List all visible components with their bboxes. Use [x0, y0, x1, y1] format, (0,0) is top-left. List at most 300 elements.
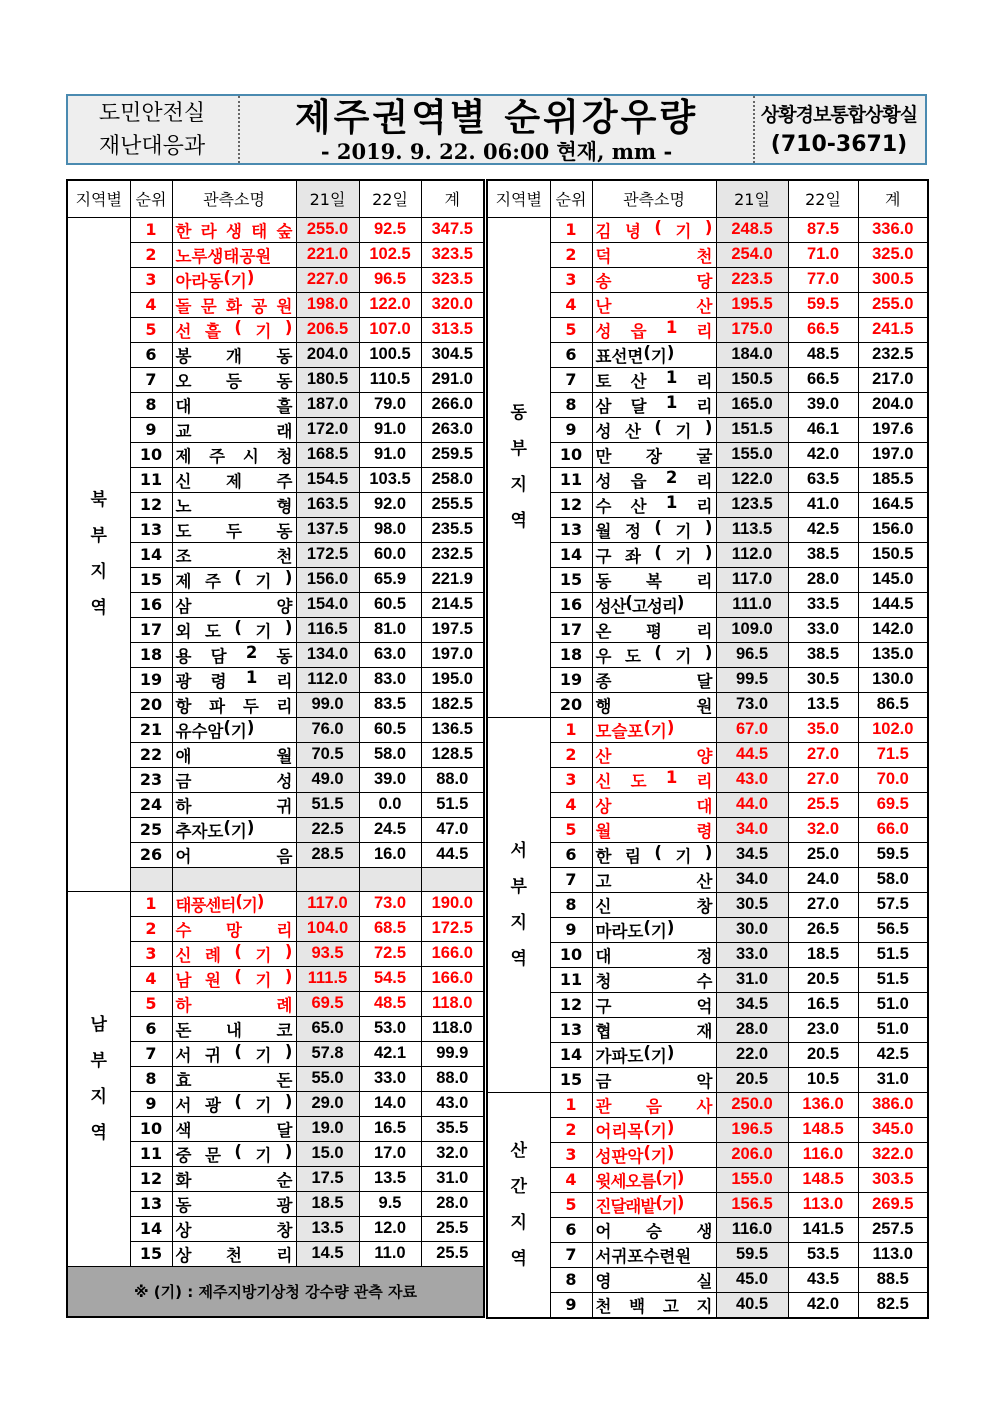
rank-cell: 18: [550, 642, 592, 667]
rainfall-21: 198.0: [296, 292, 359, 317]
rainfall-total: 128.5: [421, 742, 484, 767]
table-row: [67, 1066, 484, 1091]
department-line2: 재난대응과: [98, 133, 206, 159]
rainfall-total: 217.0: [858, 367, 928, 392]
station-name: 모 슬 포 ( 기 ): [592, 717, 716, 742]
rainfall-21: 18.5: [296, 1191, 359, 1216]
table-row: [67, 1241, 484, 1266]
rank-cell: 8: [130, 392, 172, 417]
rank-cell: 26: [130, 842, 172, 867]
rainfall-total: 255.0: [858, 292, 928, 317]
station-name: 성 읍 1 리: [592, 317, 716, 342]
rainfall-22: 83.5: [359, 692, 421, 717]
rainfall-21: 17.5: [296, 1166, 359, 1191]
table-row: [67, 392, 484, 417]
table-row: [487, 442, 928, 467]
table-row: [67, 692, 484, 717]
table-row: [487, 842, 928, 867]
rank-cell: 20: [550, 692, 592, 717]
station-name: 어 승 생: [592, 1217, 716, 1242]
table-row: [487, 742, 928, 767]
rank-cell: 7: [550, 1242, 592, 1267]
rainfall-21: 168.5: [296, 442, 359, 467]
rank-cell: 3: [550, 767, 592, 792]
table-row: [487, 767, 928, 792]
rainfall-22: 53.5: [788, 1242, 858, 1267]
rainfall-total: 31.0: [858, 1067, 928, 1092]
rank-cell: 5: [550, 1192, 592, 1217]
rainfall-total: 118.0: [421, 1016, 484, 1041]
rainfall-22: 66.5: [788, 317, 858, 342]
station-name: 서 광 ( 기 ): [172, 1091, 296, 1116]
rank-cell: 16: [550, 592, 592, 617]
rainfall-total: 59.5: [858, 842, 928, 867]
rainfall-21: 65.0: [296, 1016, 359, 1041]
rainfall-total: 232.5: [421, 542, 484, 567]
rainfall-total: 144.5: [858, 592, 928, 617]
station-name: 표 선 면 ( 기 ): [592, 342, 716, 367]
rank-cell: 6: [550, 1217, 592, 1242]
rainfall-21: 117.0: [716, 567, 788, 592]
rainfall-21: 204.0: [296, 342, 359, 367]
rainfall-22: 38.5: [788, 642, 858, 667]
rainfall-total: 166.0: [421, 941, 484, 966]
rainfall-total: 347.5: [421, 217, 484, 242]
rainfall-22: 16.0: [359, 842, 421, 867]
station-name: 산 양: [592, 742, 716, 767]
rank-cell: 5: [130, 991, 172, 1016]
rank-cell: 13: [550, 517, 592, 542]
rank-cell: 25: [130, 817, 172, 842]
rainfall-21: 165.0: [716, 392, 788, 417]
rainfall-22: 58.0: [359, 742, 421, 767]
rainfall-21: 33.0: [716, 942, 788, 967]
rainfall-total: 190.0: [421, 891, 484, 916]
rainfall-total: 195.0: [421, 667, 484, 692]
station-name: 난 산: [592, 292, 716, 317]
rainfall-21: 134.0: [296, 642, 359, 667]
station-name: 어 리 목 ( 기 ): [592, 1117, 716, 1142]
table-row: [487, 592, 928, 617]
rank-cell: 13: [130, 1191, 172, 1216]
rainfall-21: 137.5: [296, 517, 359, 542]
table-row: [487, 342, 928, 367]
station-name: 윗 세 오 름 ( 기 ): [592, 1167, 716, 1192]
table-row: [67, 916, 484, 941]
table-row: [487, 992, 928, 1017]
rainfall-22: 20.5: [788, 967, 858, 992]
rainfall-total: 325.0: [858, 242, 928, 267]
table-row: [67, 242, 484, 267]
column-header-day22: 22일: [359, 180, 421, 217]
station-name: 대 흘: [172, 392, 296, 417]
rank-cell: 11: [550, 467, 592, 492]
rainfall-22: 42.5: [788, 517, 858, 542]
rainfall-22: 63.5: [788, 467, 858, 492]
table-row: [487, 467, 928, 492]
rainfall-total: 197.5: [421, 617, 484, 642]
region-mountain: 산 간 지 역: [487, 1092, 550, 1318]
station-name: 성 판 악 ( 기 ): [592, 1142, 716, 1167]
station-name: 성 읍 2 리: [592, 467, 716, 492]
rainfall-21: 112.0: [716, 542, 788, 567]
rank-cell: 12: [550, 492, 592, 517]
station-name: 효 돈: [172, 1066, 296, 1091]
station-name: 삼 양: [172, 592, 296, 617]
rainfall-total: 263.0: [421, 417, 484, 442]
rank-cell: 2: [130, 242, 172, 267]
rainfall-22: 116.0: [788, 1142, 858, 1167]
table-row: [67, 617, 484, 642]
rainfall-21: 93.5: [296, 941, 359, 966]
rainfall-total: 56.5: [858, 917, 928, 942]
column-header-day21: 21일: [716, 180, 788, 217]
rank-cell: 8: [550, 392, 592, 417]
rainfall-21: 117.0: [296, 891, 359, 916]
station-name: 남 원 ( 기 ): [172, 966, 296, 991]
station-name: 구 좌 ( 기 ): [592, 542, 716, 567]
table-row: [67, 842, 484, 867]
rainfall-total: 88.5: [858, 1267, 928, 1292]
rainfall-21: 172.5: [296, 542, 359, 567]
rank-cell: 7: [550, 367, 592, 392]
rainfall-21: 57.8: [296, 1041, 359, 1066]
rank-cell: 14: [550, 1042, 592, 1067]
rainfall-total: 323.5: [421, 242, 484, 267]
rainfall-22: 60.5: [359, 717, 421, 742]
rainfall-22: 18.5: [788, 942, 858, 967]
rainfall-22: 79.0: [359, 392, 421, 417]
rank-cell: 15: [550, 567, 592, 592]
region-north: 북 부 지 역: [67, 217, 130, 891]
station-name: 교 래: [172, 417, 296, 442]
rainfall-21: 34.5: [716, 842, 788, 867]
rainfall-total: 269.5: [858, 1192, 928, 1217]
rainfall-22: 11.0: [359, 1241, 421, 1266]
table-row: [487, 1142, 928, 1167]
table-row: [67, 442, 484, 467]
table-row: [67, 1141, 484, 1166]
station-name: 구 억: [592, 992, 716, 1017]
rainfall-21: 30.5: [716, 892, 788, 917]
rainfall-total: 345.0: [858, 1117, 928, 1142]
rainfall-21: 206.5: [296, 317, 359, 342]
rank-cell: 2: [130, 916, 172, 941]
rainfall-total: 323.5: [421, 267, 484, 292]
table-row: [487, 892, 928, 917]
station-name: 천 백 고 지: [592, 1292, 716, 1318]
rainfall-22: 136.0: [788, 1092, 858, 1117]
rainfall-total: 69.5: [858, 792, 928, 817]
rainfall-21: 223.5: [716, 267, 788, 292]
rainfall-21: 154.0: [296, 592, 359, 617]
contact-block: [753, 96, 925, 163]
column-header-station: 관측소명: [172, 180, 296, 217]
rank-cell: 9: [130, 417, 172, 442]
rank-cell: 1: [550, 1092, 592, 1117]
station-name: 노 루 생 태 공 원: [172, 242, 296, 267]
rank-cell: 9: [130, 1091, 172, 1116]
rank-cell: 6: [130, 342, 172, 367]
station-name: 제 주 시 청: [172, 442, 296, 467]
rainfall-22: 92.0: [359, 492, 421, 517]
rainfall-22: 24.5: [359, 817, 421, 842]
station-name: 광 령 1 리: [172, 667, 296, 692]
station-name: 상 천 리: [172, 1241, 296, 1266]
table-row: [67, 342, 484, 367]
rainfall-21: 109.0: [716, 617, 788, 642]
table-row: [67, 1216, 484, 1241]
rainfall-total: 42.5: [858, 1042, 928, 1067]
table-row: [487, 367, 928, 392]
rank-cell: 3: [550, 267, 592, 292]
rainfall-21: 34.0: [716, 867, 788, 892]
rainfall-21: 184.0: [716, 342, 788, 367]
station-name: 항 파 두 리: [172, 692, 296, 717]
rainfall-22: 103.5: [359, 467, 421, 492]
rainfall-21: 154.5: [296, 467, 359, 492]
rainfall-total: 258.0: [421, 467, 484, 492]
rainfall-22: 16.5: [359, 1116, 421, 1141]
station-name: 청 수: [592, 967, 716, 992]
rainfall-total: 142.0: [858, 617, 928, 642]
rainfall-22: 17.0: [359, 1141, 421, 1166]
rank-cell: 20: [130, 692, 172, 717]
station-name: 외 도 ( 기 ): [172, 617, 296, 642]
rainfall-21: 28.0: [716, 1017, 788, 1042]
rainfall-22: 110.5: [359, 367, 421, 392]
page-title: 제주권역별 순위강우량: [294, 95, 699, 139]
rainfall-22: 33.0: [359, 1066, 421, 1091]
rainfall-total: 66.0: [858, 817, 928, 842]
rank-cell: 19: [130, 667, 172, 692]
rainfall-total: 82.5: [858, 1292, 928, 1318]
table-row: [487, 692, 928, 717]
rank-cell: 3: [130, 267, 172, 292]
rainfall-21: 69.5: [296, 991, 359, 1016]
station-name: 서 귀 포 수 련 원: [592, 1242, 716, 1267]
column-header-region: 지역별: [67, 180, 130, 217]
rainfall-21: 155.0: [716, 442, 788, 467]
rainfall-22: 71.0: [788, 242, 858, 267]
rainfall-22: 53.0: [359, 1016, 421, 1041]
rainfall-22: 65.9: [359, 567, 421, 592]
rainfall-21: 116.5: [296, 617, 359, 642]
rainfall-total: 102.0: [858, 717, 928, 742]
rainfall-21: 187.0: [296, 392, 359, 417]
table-row: [487, 1092, 928, 1117]
rainfall-total: 88.0: [421, 1066, 484, 1091]
rainfall-21: 150.5: [716, 367, 788, 392]
rainfall-total: 118.0: [421, 991, 484, 1016]
rank-cell: 13: [550, 1017, 592, 1042]
column-header-day22: 22일: [788, 180, 858, 217]
rank-cell: 11: [130, 467, 172, 492]
station-name: 태 풍 센 터 ( 기 ): [172, 891, 296, 916]
station-name: 상 창: [172, 1216, 296, 1241]
rainfall-21: 111.5: [296, 966, 359, 991]
rainfall-22: 48.5: [788, 342, 858, 367]
table-row: [67, 467, 484, 492]
rainfall-21: 55.0: [296, 1066, 359, 1091]
station-name: 토 산 1 리: [592, 367, 716, 392]
rainfall-21: 70.5: [296, 742, 359, 767]
rainfall-21: 30.0: [716, 917, 788, 942]
rainfall-21: 67.0: [716, 717, 788, 742]
rainfall-21: 29.0: [296, 1091, 359, 1116]
rainfall-21: 13.5: [296, 1216, 359, 1241]
rainfall-22: 66.5: [788, 367, 858, 392]
rank-cell: 8: [130, 1066, 172, 1091]
rainfall-22: 54.5: [359, 966, 421, 991]
station-name: 수 산 1 리: [592, 492, 716, 517]
table-header-row: [487, 180, 928, 217]
rainfall-22: 83.0: [359, 667, 421, 692]
region-south: 남 부 지 역: [67, 891, 130, 1266]
station-name: 종 달: [592, 667, 716, 692]
table-row: [487, 417, 928, 442]
table-row: [487, 517, 928, 542]
phone-number: (710-3671): [770, 131, 908, 157]
rainfall-22: 41.0: [788, 492, 858, 517]
rank-cell: 3: [130, 941, 172, 966]
station-name: 상 대: [592, 792, 716, 817]
rank-cell: 10: [550, 942, 592, 967]
rainfall-22: 148.5: [788, 1167, 858, 1192]
rainfall-21: 96.5: [716, 642, 788, 667]
rank-cell: 4: [130, 966, 172, 991]
rainfall-table-left: [66, 179, 485, 1318]
rainfall-21: 51.5: [296, 792, 359, 817]
rainfall-21: 206.0: [716, 1142, 788, 1167]
table-row: [67, 891, 484, 916]
column-header-rank: 순위: [130, 180, 172, 217]
station-name: 노 형: [172, 492, 296, 517]
rainfall-22: 42.0: [788, 442, 858, 467]
rainfall-total: 145.0: [858, 567, 928, 592]
station-name: 유 수 암 ( 기 ): [172, 717, 296, 742]
table-row: [67, 767, 484, 792]
rank-cell: 5: [550, 817, 592, 842]
rainfall-21: 122.0: [716, 467, 788, 492]
table-row: [487, 1117, 928, 1142]
rainfall-22: 33.0: [788, 617, 858, 642]
rainfall-21: 19.0: [296, 1116, 359, 1141]
station-name: 조 천: [172, 542, 296, 567]
table-row: [487, 1267, 928, 1292]
rainfall-total: 88.0: [421, 767, 484, 792]
table-row: [67, 817, 484, 842]
rainfall-total: 300.5: [858, 267, 928, 292]
rainfall-22: 96.5: [359, 267, 421, 292]
rainfall-22: 77.0: [788, 267, 858, 292]
rank-cell: 5: [130, 317, 172, 342]
table-row: [487, 542, 928, 567]
rank-cell: 1: [550, 717, 592, 742]
rainfall-22: 13.5: [788, 692, 858, 717]
rainfall-22: 122.0: [359, 292, 421, 317]
station-name: 만 장 굴: [592, 442, 716, 467]
rank-cell: 18: [130, 642, 172, 667]
rainfall-22: 107.0: [359, 317, 421, 342]
rainfall-21: 221.0: [296, 242, 359, 267]
rank-cell: 1: [130, 217, 172, 242]
rank-cell: 7: [550, 867, 592, 892]
rank-cell: 17: [130, 617, 172, 642]
rank-cell: 9: [550, 417, 592, 442]
rank-cell: 15: [130, 567, 172, 592]
table-row: [67, 267, 484, 292]
station-name: 선 흘 ( 기 ): [172, 317, 296, 342]
table-row: [67, 667, 484, 692]
table-row: [487, 1192, 928, 1217]
table-row: [487, 1042, 928, 1067]
blank-cell: [130, 867, 172, 891]
note-row: [67, 1266, 484, 1317]
rainfall-22: 9.5: [359, 1191, 421, 1216]
rank-cell: 19: [550, 667, 592, 692]
rank-cell: 21: [130, 717, 172, 742]
rank-cell: 4: [550, 292, 592, 317]
rainfall-22: 14.0: [359, 1091, 421, 1116]
rainfall-22: 42.0: [788, 1292, 858, 1318]
rainfall-22: 91.0: [359, 417, 421, 442]
rainfall-21: 40.5: [716, 1292, 788, 1318]
rainfall-total: 51.5: [858, 967, 928, 992]
rainfall-total: 25.5: [421, 1241, 484, 1266]
rainfall-22: 16.5: [788, 992, 858, 1017]
rainfall-total: 235.5: [421, 517, 484, 542]
station-name: 아 라 동 ( 기 ): [172, 267, 296, 292]
rank-cell: 6: [550, 342, 592, 367]
rainfall-21: 227.0: [296, 267, 359, 292]
rainfall-21: 20.5: [716, 1067, 788, 1092]
rank-cell: 2: [550, 1117, 592, 1142]
column-header-station: 관측소명: [592, 180, 716, 217]
table-row: [67, 742, 484, 767]
rank-cell: 12: [550, 992, 592, 1017]
rainfall-21: 99.0: [296, 692, 359, 717]
rainfall-total: 71.5: [858, 742, 928, 767]
table-row: [67, 217, 484, 242]
table-row: [67, 417, 484, 442]
table-row: [487, 617, 928, 642]
station-name: 제 주 ( 기 ): [172, 567, 296, 592]
table-row: [487, 642, 928, 667]
station-name: 영 실: [592, 1267, 716, 1292]
rainfall-21: 196.5: [716, 1117, 788, 1142]
table-row: [487, 242, 928, 267]
rainfall-total: 136.5: [421, 717, 484, 742]
rank-cell: 7: [130, 367, 172, 392]
rainfall-21: 99.5: [716, 667, 788, 692]
column-header-rank: 순위: [550, 180, 592, 217]
rank-cell: 10: [550, 442, 592, 467]
rainfall-total: 197.0: [421, 642, 484, 667]
rainfall-total: 164.5: [858, 492, 928, 517]
table-row: [487, 1017, 928, 1042]
rainfall-22: 23.0: [788, 1017, 858, 1042]
rainfall-21: 22.5: [296, 817, 359, 842]
table-row: [487, 292, 928, 317]
station-name: 우 도 ( 기 ): [592, 642, 716, 667]
rainfall-total: 135.0: [858, 642, 928, 667]
table-row: [67, 1191, 484, 1216]
rainfall-22: 27.0: [788, 892, 858, 917]
station-name: 중 문 ( 기 ): [172, 1141, 296, 1166]
station-name: 오 등 동: [172, 367, 296, 392]
station-name: 애 월: [172, 742, 296, 767]
